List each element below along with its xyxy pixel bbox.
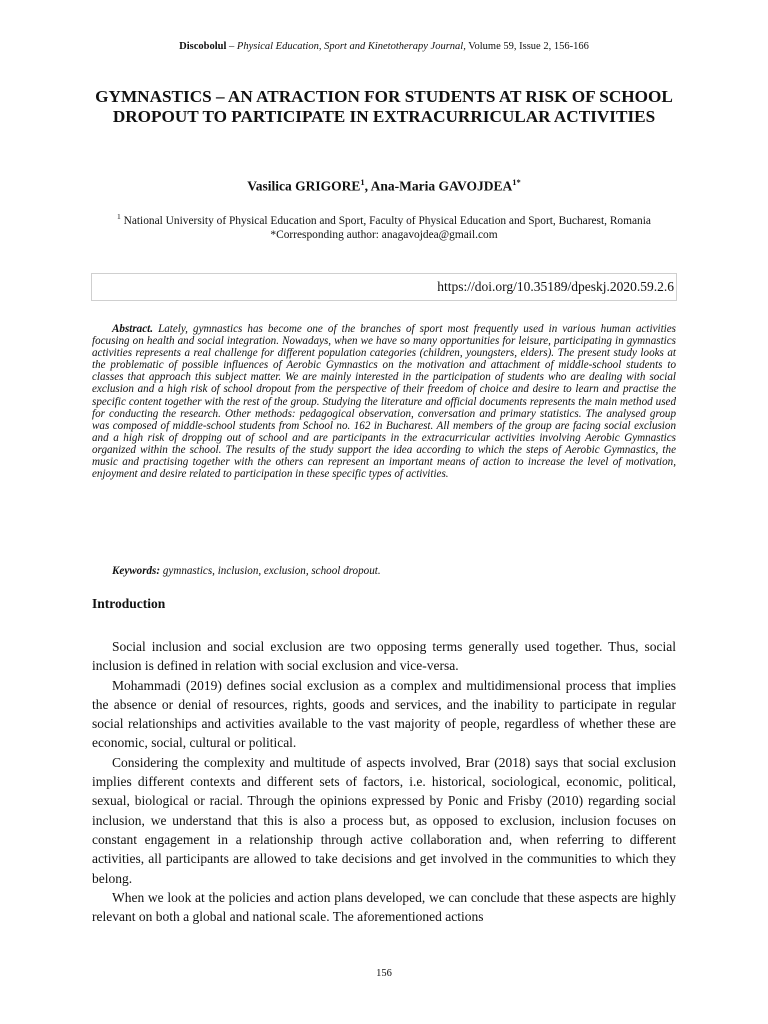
page-number: 156	[376, 968, 392, 979]
affiliation-block	[92, 210, 676, 242]
affiliation	[92, 210, 676, 228]
author-superscript: 1*	[512, 177, 521, 187]
header-separator: –	[226, 41, 237, 52]
author-separator: ,	[364, 178, 371, 194]
doi-box	[91, 273, 677, 301]
body-paragraph: Social inclusion and social exclusion are two opposing terms generally used together. Thus, social inclusion is defined in relation with social exclusion and vice-versa.	[92, 639, 676, 674]
doi-link[interactable]: https://doi.org/10.35189/dpeskj.2020.59.2.6	[437, 279, 674, 294]
author-name: Vasilica GRIGORE	[247, 178, 361, 194]
author-name: Ana-Maria GAVOJDEA	[370, 178, 513, 194]
keywords-text: gymnastics, inclusion, exclusion, school dropout.	[160, 565, 381, 577]
abstract-label: Abstract.	[112, 323, 153, 335]
corresponding-author: *Corresponding author: anagavojdea@gmail.com	[270, 228, 498, 241]
journal-name: Discobolul	[179, 41, 227, 52]
section-heading-introduction: Introduction	[92, 596, 166, 611]
keywords	[92, 565, 676, 577]
body-paragraph: When we look at the policies and action plans developed, we can conclude that these aspects are highly relevant on both a global and national scale. The aforementioned actions	[92, 889, 676, 925]
affiliation-superscript: 1	[117, 212, 121, 221]
article-title: GYMNASTICS – AN ATRACTION FOR STUDENTS AT RISK OF SCHOOL DROPOUT TO PARTICIPATE IN EXTRACURRICULAR ACTIVITIES	[95, 87, 673, 126]
author-superscript: 1	[360, 177, 365, 187]
running-header	[0, 41, 768, 52]
abstract	[92, 323, 676, 480]
introduction-body	[92, 637, 676, 926]
body-paragraph: Considering the complexity and multitude of aspects involved, Brar (2018) says that social exclusion implies different contexts and different sets of factors, i.e. historical, sociological, economic, political, sexual, biological or racial. Through the opinions expressed by Ponic and Frisby (2010) regarding social inclusion, we understand that this is also a process but, as opposed to exclusion, inclusion focuses on constant engagement in a relationship through active collaboration and, when referring to different activities, all participants are allowed to take decisions and get involved in the communities to which they belong.	[92, 754, 676, 886]
affiliation-text: National University of Physical Education and Sport, Faculty of Physical Education and Sport, Bucharest, Romania	[120, 214, 651, 227]
journal-subtitle: Physical Education, Sport and Kinetotherapy Journal,	[236, 41, 466, 52]
volume-issue: Volume 59, Issue 2, 156-166	[465, 41, 589, 52]
abstract-text: Lately, gymnastics has become one of the branches of sport most frequently used in various human activities focusing on health and social integration. Nowadays, when we have so many opportunities for leisure, participating in gymnastics activities represents a real challenge for different population categories (children, youngsters, elders). The present study looks at the problematic of possible influences of Aerobic Gymnastics on the motivation and attachment of middle-school students to classes that approach this subject matter. We are mainly interested in the participation of students who are dealing with social exclusion and a high risk of school dropout from the perspective of their freedom of choice and desire to learn and practise the specific content together with the rest of the group. Studying the literature and official documents represents the main method used for conducting the research. Other methods: pedagogical observation, conversation and primary statistics. The analysed group was composed of middle-school students from School no. 162 in Bucharest. All members of the group are facing social exclusion and a high risk of dropping out of school and are participants in the extracurricular activities involving Aerobic Gymnastics organized within the school. The results of the study support the idea according to which the steps of Aerobic Gymnastics, the music and practising together with the others can represent an important means of action to increase the level of motivation, enjoyment and desire related to participation in these specific types of activities.	[92, 323, 676, 481]
keywords-label: Keywords:	[112, 565, 161, 577]
body-paragraph: Mohammadi (2019) defines social exclusion as a complex and multidimensional process that implies the absence or denial of resources, rights, goods and services, and the inability to participate in regular social relationships and activities available to the vast majority of people, regardless of whether these are economic, social, cultural or political.	[92, 677, 676, 751]
author-line	[0, 177, 768, 195]
